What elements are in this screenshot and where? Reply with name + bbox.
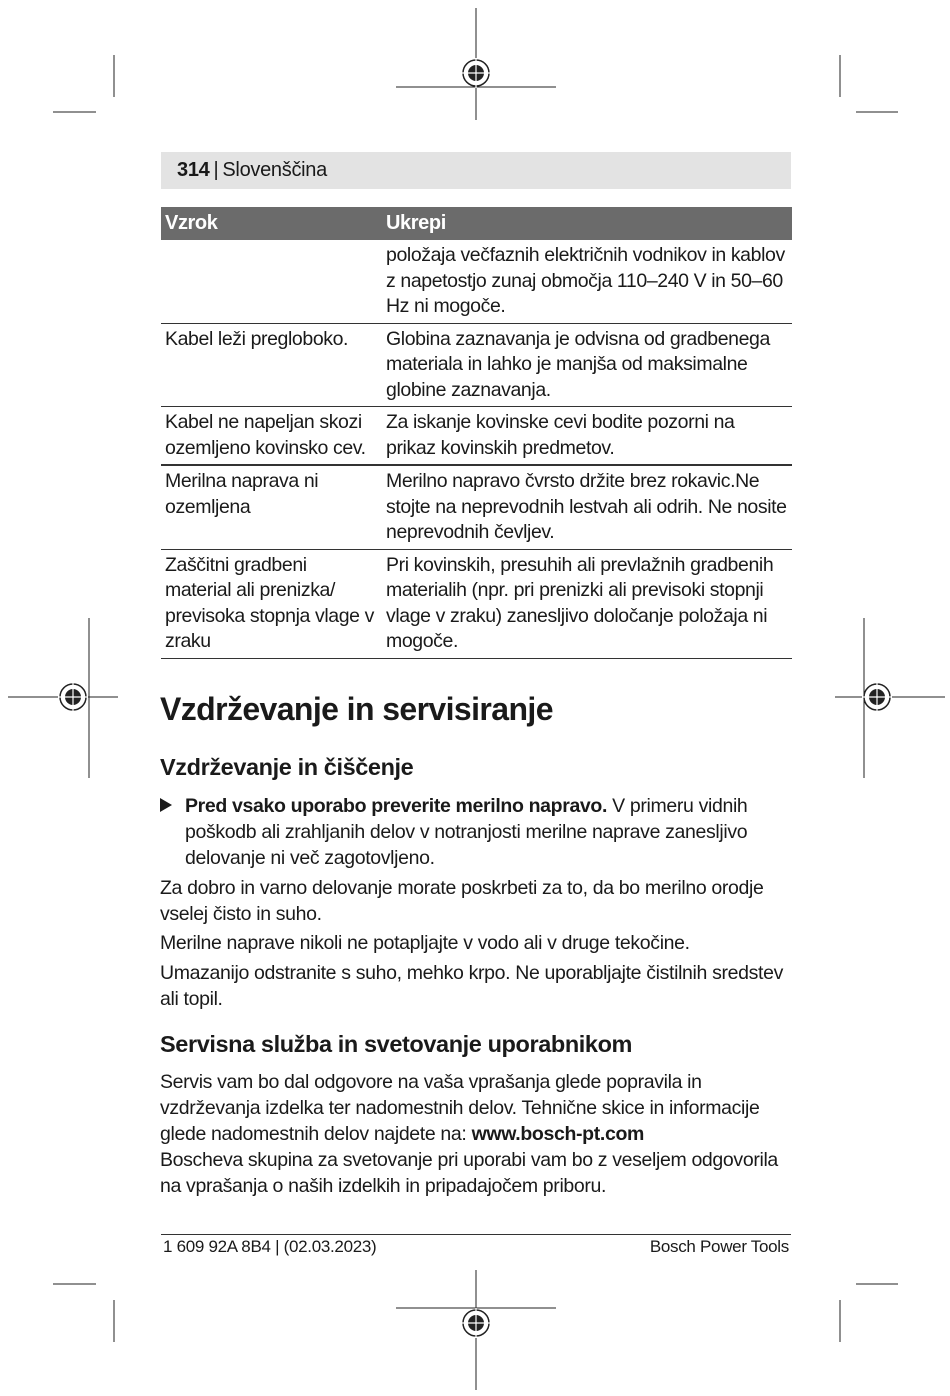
maintenance-paragraph-2: Merilne naprave nikoli ne potapljajte v vodo ali v druge tekočine. <box>160 932 690 954</box>
bullet-arrow-icon <box>160 798 172 812</box>
service-paragraph-1 <box>160 1069 795 1147</box>
bullet-text <box>185 793 800 871</box>
bullet-body-text: V primeru vidnih poškodb ali zrahljanih delov v notranjosti merilne naprave zanesljivo delovanje ni več zagotovljeno. <box>185 795 748 869</box>
page-number: 314 <box>177 159 210 181</box>
table-row <box>161 323 792 407</box>
footer-divider <box>161 1234 791 1235</box>
page-header <box>161 152 791 189</box>
action-cell: Merilno napravo čvrsto držite brez rokavic.Ne stojte na neprevodnih lestvah ali odrih. Ne nosite neprevodnih čevljev. <box>381 465 792 549</box>
website-link[interactable]: www.bosch-pt.com <box>471 1123 644 1145</box>
maintenance-paragraph-3: Umazanijo odstranite s suho, mehko krpo. Ne uporabljajte čistilnih sredstev ali topil. <box>160 962 783 1010</box>
table-row <box>161 465 792 549</box>
header-separator: | <box>213 159 219 181</box>
action-cell: Globina zaznavanja je odvisna od gradbenega materiala in lahko je manjša od maksimalne globine zaznavanja. <box>381 323 792 407</box>
maintenance-heading: Vzdrževanje in čiščenje <box>160 754 414 780</box>
cause-cell: Kabel ne napeljan skozi ozemljeno kovinsko cev. <box>161 407 381 466</box>
column-header-cause: Vzrok <box>161 207 381 240</box>
service-paragraph-2: Boscheva skupina za svetovanje pri uporabi vam bo z veseljem odgovorila na vprašanja o naših izdelkih in pripadajočem priboru. <box>160 1149 778 1197</box>
footer-document-id: 1 609 92A 8B4 | (02.03.2023) <box>163 1237 377 1256</box>
bullet-bold-text: Pred vsako uporabo preverite merilno napravo. <box>185 795 608 817</box>
maintenance-bullet <box>160 793 800 871</box>
header-language: Slovenščina <box>222 159 327 181</box>
service-paragraph-1-text: Servis vam bo dal odgovore na vaša vprašanja glede popravila in vzdrževanja izdelka ter nadomestnih delov. Tehnične skice in informacije glede nadomestnih delov najdete na: <box>160 1071 760 1145</box>
cause-cell: Kabel leži pregloboko. <box>161 323 381 407</box>
table-row <box>161 240 792 323</box>
troubleshooting-table <box>161 207 792 659</box>
maintenance-paragraph-1: Za dobro in varno delovanje morate poskrbeti za to, da bo merilno orodje vselej čisto in suho. <box>160 877 764 925</box>
cause-cell: Zaščitni gradbeni material ali prenizka/ previsoka stopnja vlage v zraku <box>161 549 381 658</box>
registration-mark-left <box>58 682 88 712</box>
cause-cell <box>161 240 381 323</box>
action-cell: Pri kovinskih, presuhih ali prevlažnih gradbenih materialih (npr. pri prenizki ali previsoki stopnji vlage v zraku) zanesljivo določanje položaja ni mogoče. <box>381 549 792 658</box>
cause-cell: Merilna naprava ni ozemljena <box>161 465 381 549</box>
service-heading: Servisna služba in svetovanje uporabnikom <box>160 1031 633 1057</box>
table-row <box>161 407 792 466</box>
action-cell: položaja večfaznih električnih vodnikov in kablov z napetostjo zunaj območja 110–240 V in 50–60 Hz ni mogoče. <box>381 240 792 323</box>
footer-brand: Bosch Power Tools <box>649 1237 789 1256</box>
registration-mark-right <box>862 682 892 712</box>
registration-mark-bottom <box>461 1308 491 1338</box>
registration-mark-top <box>461 58 491 88</box>
section-title: Vzdrževanje in servisiranje <box>160 691 553 727</box>
action-cell: Za iskanje kovinske cevi bodite pozorni na prikaz kovinskih predmetov. <box>381 407 792 466</box>
column-header-action: Ukrepi <box>381 207 792 240</box>
table-header-row <box>161 207 792 240</box>
table-row <box>161 549 792 658</box>
